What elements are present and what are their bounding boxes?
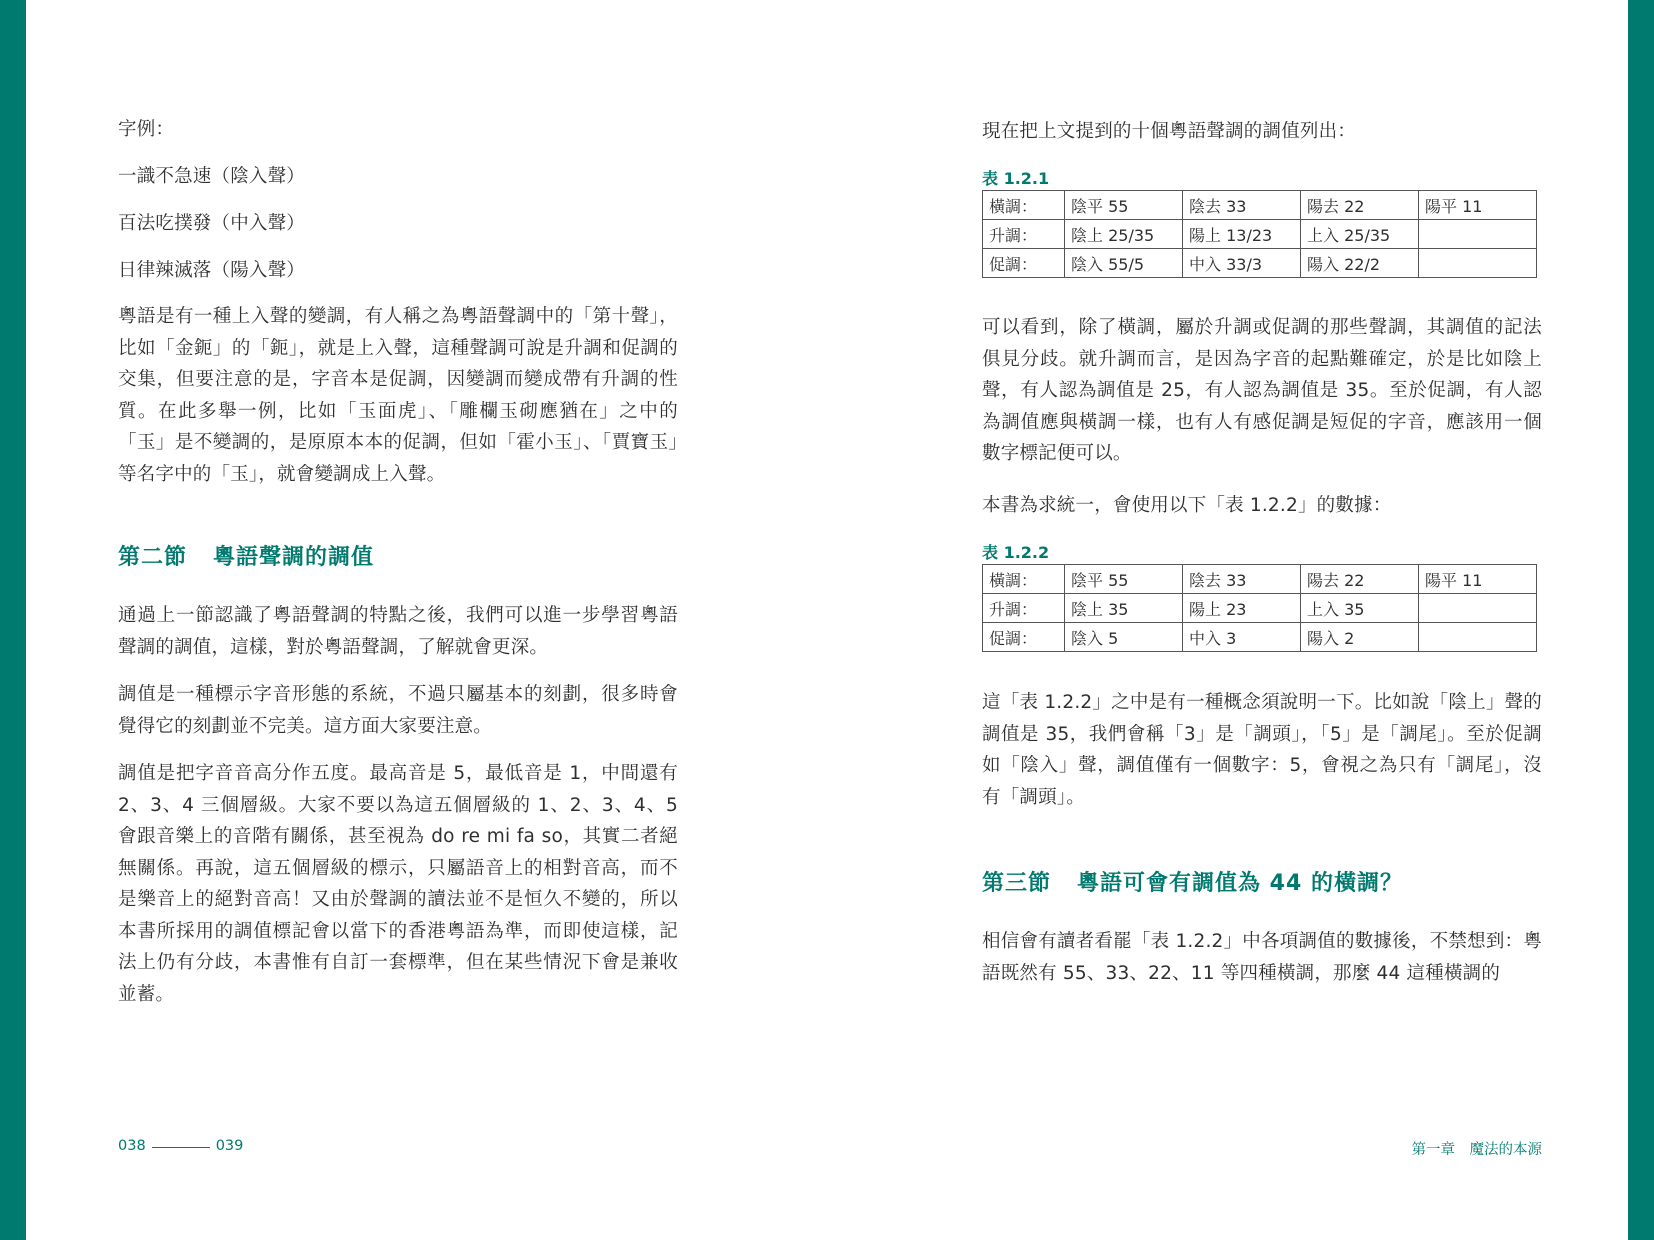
- body-paragraph: 通過上一節認識了粵語聲調的特點之後，我們可以進一步學習粵語聲調的調值，這樣，對於粵語聲調，了解就會更深。: [118, 605, 678, 658]
- example-line: 百法吃撲發（中入聲）: [118, 213, 306, 234]
- examples-label: 字例：: [118, 119, 175, 140]
- table-cell: 中入 3: [1183, 623, 1301, 652]
- section-heading: [982, 866, 1403, 897]
- body-paragraph: 相信會有讀者看罷「表 1.2.2」中各項調值的數據後，不禁想到：粵語既然有 55、33、22、11 等四種橫調，那麼 44 這種橫調的: [982, 931, 1542, 984]
- table-row: [983, 623, 1537, 652]
- table-cell: 促調：: [983, 249, 1065, 278]
- table-cell: [1419, 220, 1537, 249]
- table-caption: 表 1.2.1: [982, 169, 1050, 188]
- table-cell: 陰去 33: [1183, 565, 1301, 594]
- body-paragraph: 粵語是有一種上入聲的變調，有人稱之為粵語聲調中的「第十聲」，比如「金鈪」的「鈪」，就是上入聲，這種聲調可說是升調和促調的交集，但要注意的是，字音本是促調，因變調而變成帶有升調的性質。在此多舉一例，比如「玉面虎」、「雕欄玉砌應猶在」之中的「玉」是不變調的，是原原本本的促調，但如「霍小玉」、「賈寶玉」等名字中的「玉」，就會變調成上入聲。: [118, 306, 678, 485]
- table-cell: 陰上 25/35: [1065, 220, 1183, 249]
- table-cell: [1419, 249, 1537, 278]
- table-cell: 陰去 33: [1183, 191, 1301, 220]
- body-paragraph: 本書為求統一，會使用以下「表 1.2.2」的數據：: [982, 495, 1392, 516]
- tone-table-1: [982, 190, 1537, 278]
- table-row: [983, 191, 1537, 220]
- table-cell: 陽平 11: [1419, 565, 1537, 594]
- table-cell: 陰入 55/5: [1065, 249, 1183, 278]
- table-cell: 陰入 5: [1065, 623, 1183, 652]
- table-cell: 上入 25/35: [1301, 220, 1419, 249]
- table-cell: 陽去 22: [1301, 565, 1419, 594]
- example-line: 日律辣滅落（陽入聲）: [118, 260, 306, 281]
- table-cell: [1419, 623, 1537, 652]
- table-cell: 陰平 55: [1065, 191, 1183, 220]
- table-row: [983, 220, 1537, 249]
- table-cell: 陰平 55: [1065, 565, 1183, 594]
- page-number-left: 038: [118, 1138, 146, 1154]
- table-cell: 陽上 13/23: [1183, 220, 1301, 249]
- table-cell: 上入 35: [1301, 594, 1419, 623]
- page-numbers: [118, 1138, 243, 1154]
- section-title: 粵語聲調的調值: [213, 545, 375, 570]
- table-cell: [1419, 594, 1537, 623]
- table-cell: 陰上 35: [1065, 594, 1183, 623]
- right-edge-band: [1628, 0, 1654, 1240]
- body-paragraph: 調值是一種標示字音形態的系統，不過只屬基本的刻劃，很多時會覺得它的刻劃並不完美。這方面大家要注意。: [118, 684, 678, 737]
- right-page: [982, 0, 1542, 1240]
- table-cell: 升調：: [983, 594, 1065, 623]
- table-cell: 陽平 11: [1419, 191, 1537, 220]
- section-number: 第二節: [118, 545, 188, 570]
- table-caption: 表 1.2.2: [982, 543, 1050, 562]
- left-page: [118, 0, 678, 1240]
- tone-table-2: [982, 564, 1537, 652]
- section-title: 粵語可會有調值為 44 的橫調？: [1077, 871, 1403, 896]
- left-edge-band: [0, 0, 26, 1240]
- table-cell: 促調：: [983, 623, 1065, 652]
- page-number-right: 039: [215, 1138, 244, 1154]
- table-cell: 升調：: [983, 220, 1065, 249]
- table-row: [983, 565, 1537, 594]
- body-paragraph: 可以看到，除了橫調，屬於升調或促調的那些聲調，其調值的記法俱見分歧。就升調而言，是因為字音的起點難確定，於是比如陰上聲，有人認為調值是 25，有人認為調值是 35。至於促調，有人認為調值應與橫調一樣，也有人有感促調是短促的字音，應該用一個數字標記便可以。: [982, 317, 1542, 464]
- intro-text: 現在把上文提到的十個粵語聲調的調值列出：: [982, 121, 1357, 142]
- table-cell: 陽上 23: [1183, 594, 1301, 623]
- table-cell: 陽入 22/2: [1301, 249, 1419, 278]
- section-heading: [118, 540, 374, 571]
- table-cell: 陽去 22: [1301, 191, 1419, 220]
- table-cell: 中入 33/3: [1183, 249, 1301, 278]
- table-row: [983, 594, 1537, 623]
- table-cell: 陽入 2: [1301, 623, 1419, 652]
- table-row: [983, 249, 1537, 278]
- body-paragraph: 這「表 1.2.2」之中是有一種概念須說明一下。比如說「陰上」聲的調值是 35，我們會稱「3」是「調頭」，「5」是「調尾」。至於促調如「陰入」聲，調值僅有一個數字：5，會視之為只有「調尾」，沒有「調頭」。: [982, 692, 1542, 808]
- example-line: 一識不急速（陰入聲）: [118, 166, 306, 187]
- table-cell: 橫調：: [983, 565, 1065, 594]
- section-number: 第三節: [982, 871, 1052, 896]
- body-paragraph: 調值是把字音音高分作五度。最高音是 5，最低音是 1，中間還有 2、3、4 三個層級。大家不要以為這五個層級的 1、2、3、4、5 會跟音樂上的音階有關係，甚至視為 do re mi fa so，其實二者絕無關係。再說，這五個層級的標示，只屬語音上的相對音高，而不是樂音上的絕對音高！又由於聲調的讀法並不是恒久不變的，所以本書所採用的調值標記會以當下的香港粵語為準，而即使這樣，記法上仍有分歧，本書惟有自訂一套標準，但在某些情況下會是兼收並蓄。: [118, 763, 678, 1005]
- table-cell: 橫調：: [983, 191, 1065, 220]
- chapter-footer: 第一章 魔法的本源: [1411, 1142, 1542, 1158]
